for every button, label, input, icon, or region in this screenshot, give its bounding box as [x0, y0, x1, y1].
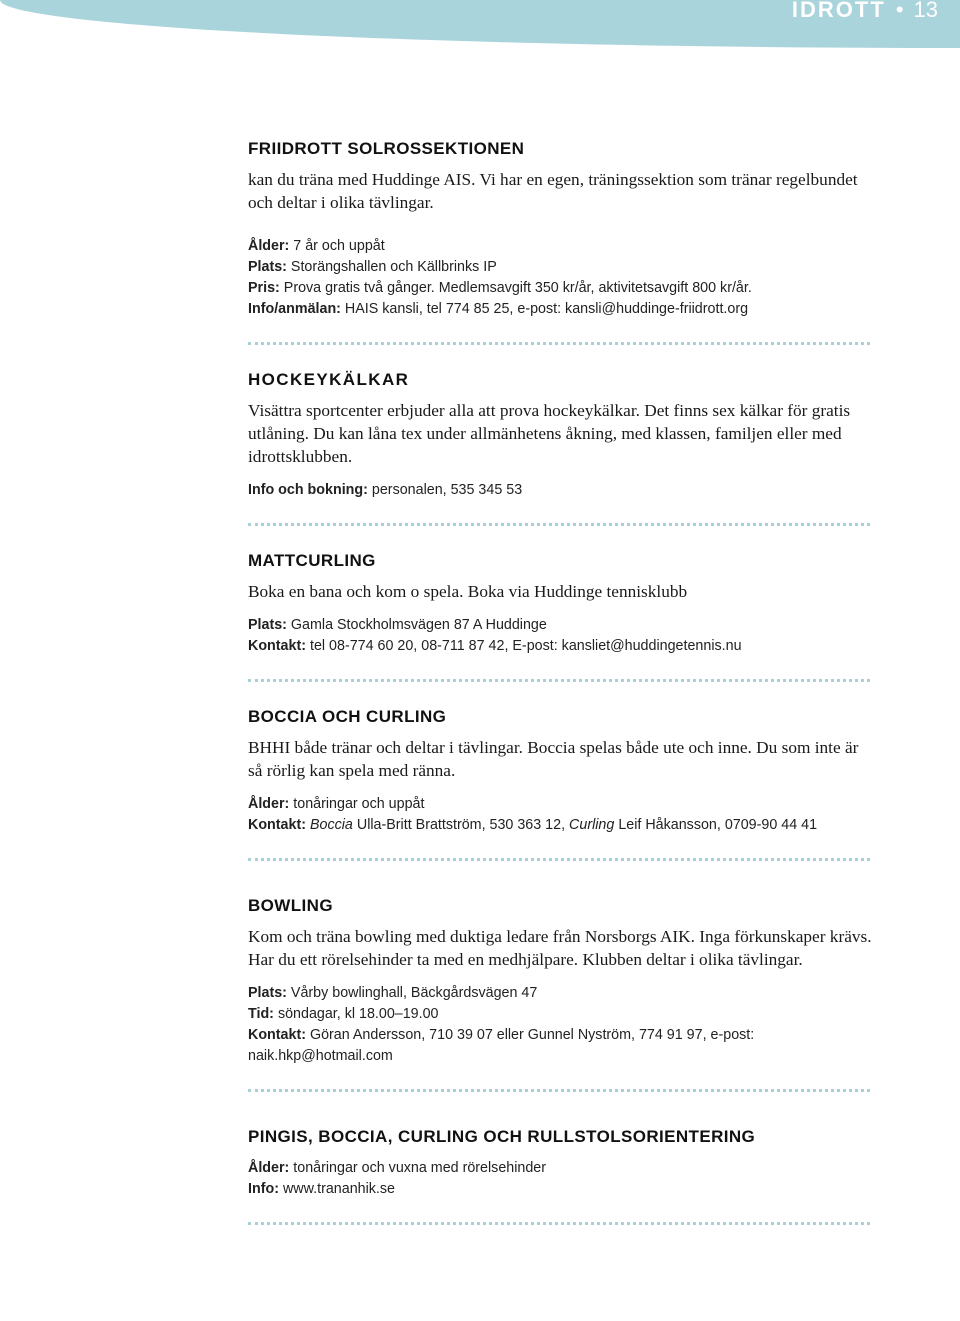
fact-value: personalen, 535 345 53	[371, 482, 523, 498]
fact-age	[248, 1158, 872, 1179]
fact-label: Ålder:	[248, 238, 290, 254]
section-heading: FRIIDROTT SOLROSSEKTIONEN	[248, 139, 525, 158]
fact-place	[248, 983, 872, 1004]
fact-age	[248, 794, 872, 815]
fact-value: tonåringar och vuxna med rörelsehinder	[293, 1160, 547, 1176]
fact-value: Gamla Stockholmsvägen 87 A Huddinge	[290, 617, 547, 633]
section-friidrott	[248, 138, 872, 320]
section-heading: BOWLING	[248, 896, 333, 915]
page-header	[792, 0, 938, 22]
fact-label: Pris:	[248, 280, 280, 296]
section-facts	[248, 1158, 872, 1200]
boccia-contact: Ulla-Britt Brattström, 530 363 12,	[356, 817, 566, 833]
section-title: IDROTT	[791, 0, 886, 22]
dotted-divider	[248, 858, 870, 861]
section-mattcurling	[248, 550, 872, 657]
fact-label: Kontakt:	[248, 1027, 306, 1043]
fact-label: Tid:	[248, 1006, 274, 1022]
fact-label: Info och bokning:	[248, 482, 368, 498]
fact-label: Ålder:	[248, 1160, 290, 1176]
section-facts	[248, 615, 872, 657]
fact-contact	[248, 815, 872, 836]
fact-info	[248, 299, 872, 320]
section-bowling	[248, 895, 872, 1067]
fact-booking	[248, 480, 872, 501]
fact-value: söndagar, kl 18.00–19.00	[277, 1006, 439, 1022]
fact-label: Kontakt:	[248, 638, 306, 654]
dotted-divider	[248, 679, 870, 682]
boccia-label: Boccia	[309, 817, 353, 833]
fact-value: www.trananhik.se	[282, 1181, 395, 1197]
curling-contact: Leif Håkansson, 0709-90 44 41	[618, 817, 818, 833]
fact-label: Kontakt:	[248, 817, 306, 833]
dotted-divider	[248, 1222, 870, 1225]
fact-value: HAIS kansli, tel 774 85 25, e-post: kansli@huddinge-friidrott.org	[344, 301, 749, 317]
fact-contact	[248, 1025, 872, 1067]
section-facts	[248, 480, 872, 501]
fact-label: Info/anmälan:	[248, 301, 341, 317]
page-number: 13	[913, 0, 938, 22]
fact-place	[248, 257, 872, 278]
section-facts	[248, 236, 872, 320]
section-facts	[248, 983, 872, 1067]
section-lead: Visättra sportcenter erbjuder alla att prova hockeykälkar. Det finns sex kälkar för gratis utlåning. Du kan låna tex under allmänhetens åkning, med klassen, familjen eller med idrottsklubben.	[248, 401, 851, 466]
section-lead: Kom och träna bowling med duktiga ledare från Norsborgs AIK. Inga förkunskaper krävs. Har du ett rörelsehinder ta med en medhjälpare. Klubben deltar i olika tävlingar.	[248, 927, 872, 969]
section-hockeykalkar	[248, 369, 872, 501]
section-heading: BOCCIA OCH CURLING	[248, 707, 447, 726]
section-boccia-curling	[248, 706, 872, 836]
dotted-divider	[248, 342, 870, 345]
curling-label: Curling	[569, 817, 615, 833]
fact-value: Vårby bowlinghall, Bäckgårdsvägen 47	[290, 985, 538, 1001]
fact-label: Plats:	[248, 259, 287, 275]
section-lead: BHHI både tränar och deltar i tävlingar. Boccia spelas både ute och inne. Du som inte är så rörlig kan spela med ränna.	[248, 738, 859, 780]
header-bullet: •	[895, 0, 904, 22]
fact-age	[248, 236, 872, 257]
section-heading: MATTCURLING	[248, 551, 376, 570]
fact-info	[248, 1179, 872, 1200]
dotted-divider	[248, 1089, 870, 1092]
fact-value: 7 år och uppåt	[293, 238, 385, 254]
fact-contact	[248, 636, 872, 657]
dotted-divider	[248, 523, 870, 526]
section-heading: PINGIS, BOCCIA, CURLING OCH RULLSTOLSORIENTERING	[248, 1127, 756, 1146]
fact-place	[248, 615, 872, 636]
fact-value: Storängshallen och Källbrinks IP	[290, 259, 497, 275]
fact-label: Info:	[248, 1181, 279, 1197]
section-lead: kan du träna med Huddinge AIS. Vi har en egen, träningssektion som tränar regelbundet och deltar i olika tävlingar.	[248, 170, 858, 212]
fact-value: Göran Andersson, 710 39 07 eller Gunnel Nyström, 774 91 97, e-post: naik.hkp@hotmail.com	[248, 1027, 755, 1064]
fact-price	[248, 278, 872, 299]
fact-value: Prova gratis två gånger. Medlemsavgift 350 kr/år, aktivitetsavgift 800 kr/år.	[283, 280, 752, 296]
main-content	[248, 138, 872, 1249]
fact-value: tel 08-774 60 20, 08-711 87 42, E-post: kansliet@huddingetennis.nu	[309, 638, 742, 654]
fact-label: Plats:	[248, 985, 287, 1001]
fact-value: tonåringar och uppåt	[293, 796, 425, 812]
fact-time	[248, 1004, 872, 1025]
section-facts	[248, 794, 872, 836]
section-heading: HOCKEYKÄLKAR	[248, 370, 410, 389]
fact-label: Plats:	[248, 617, 287, 633]
section-pingis	[248, 1126, 872, 1200]
section-lead: Boka en bana och kom o spela. Boka via Huddinge tennisklubb	[248, 582, 688, 601]
fact-label: Ålder:	[248, 796, 290, 812]
